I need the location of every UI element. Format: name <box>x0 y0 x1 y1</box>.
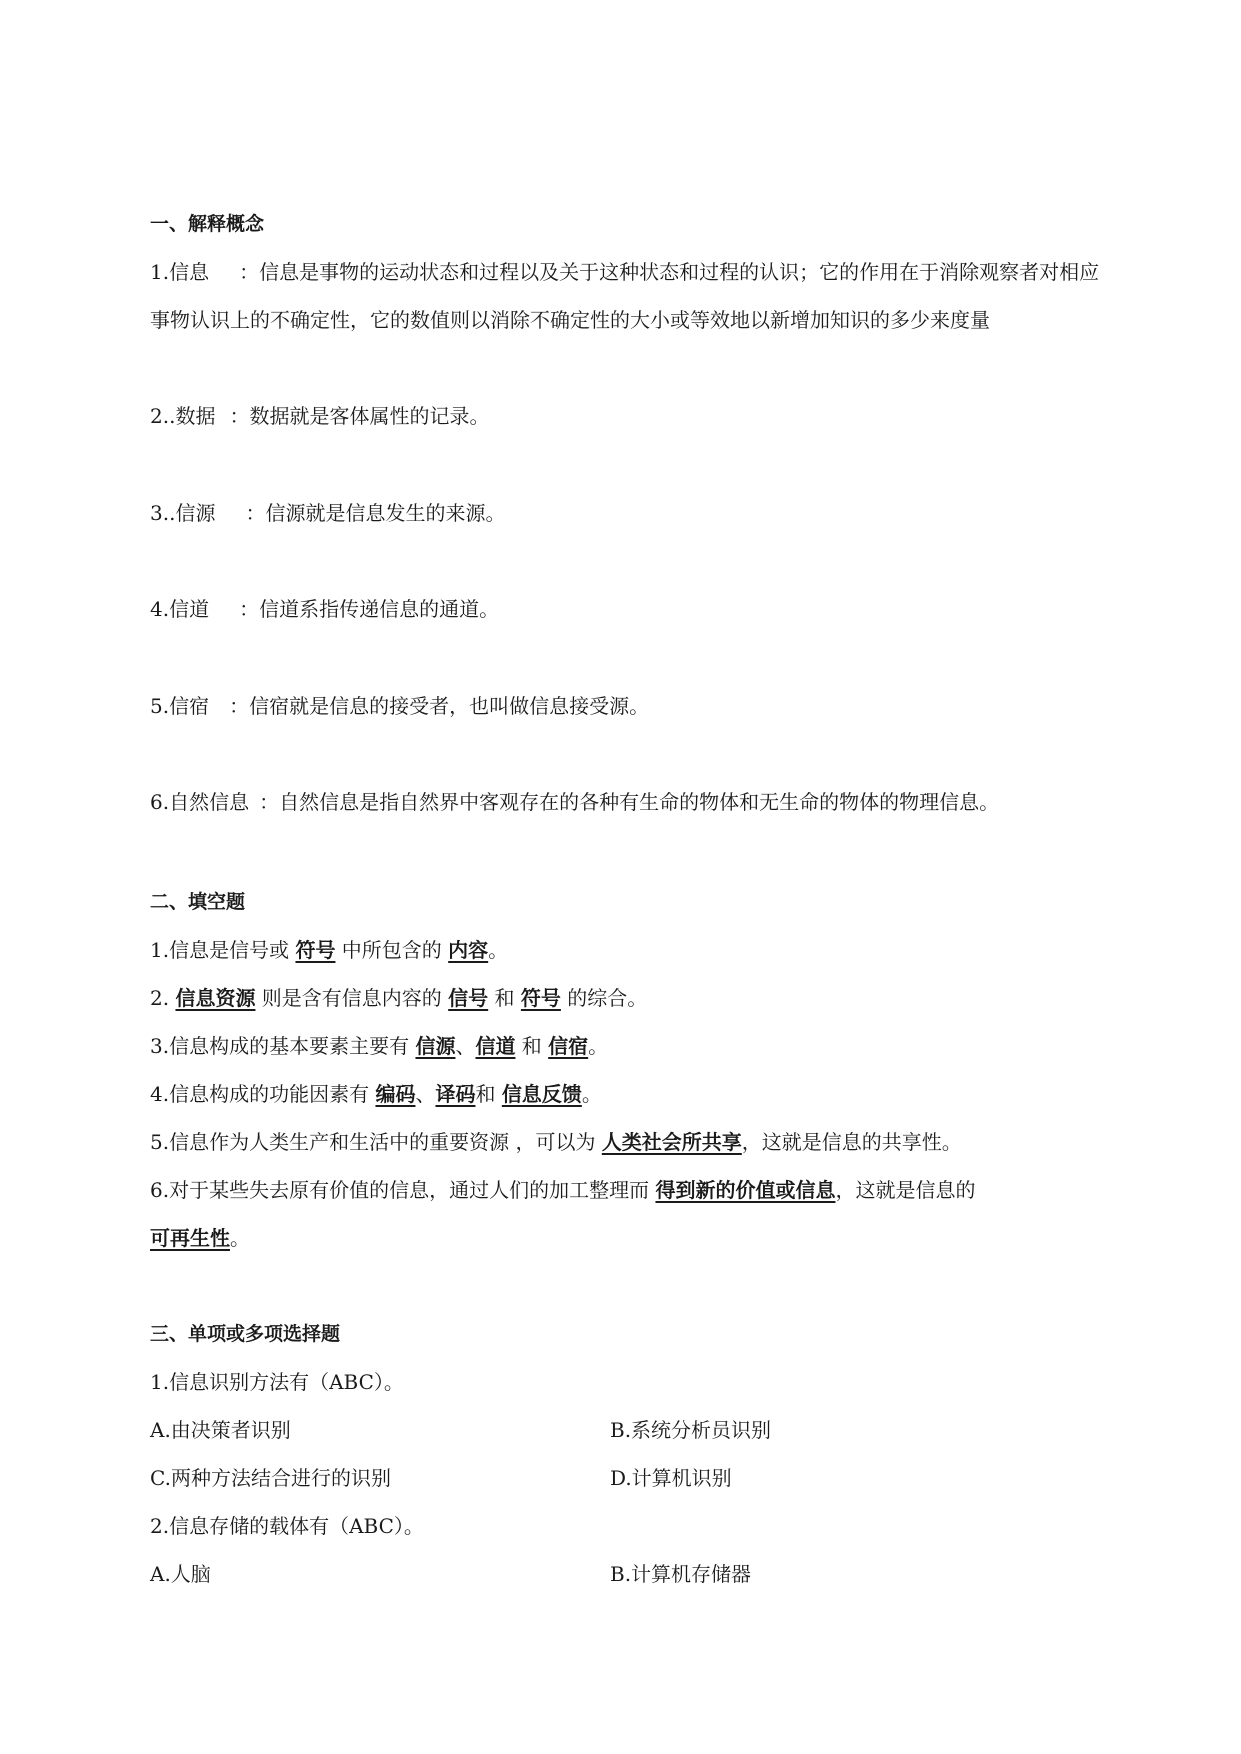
question-text: 。 <box>581 1082 602 1106</box>
answer: 符号 <box>295 938 336 962</box>
definition-item <box>150 499 505 527</box>
term: 信息 <box>169 260 210 284</box>
question-text: 和 <box>488 986 521 1010</box>
term: 信宿 <box>169 694 210 718</box>
question-text: 则是含有信息内容的 <box>255 986 449 1010</box>
question-text: ，这就是信息的共享性。 <box>741 1130 962 1154</box>
fill-question-continuation <box>150 1224 250 1252</box>
definition-item <box>150 788 999 816</box>
answer: 人类社会所共享 <box>601 1130 742 1154</box>
definition-text: 信道系指传递信息的通道。 <box>259 597 500 621</box>
fill-question <box>150 1128 962 1156</box>
question-text: 1.信息是信号或 <box>150 938 296 962</box>
section-title: 二、填空题 <box>150 891 246 913</box>
fill-question <box>150 1080 602 1108</box>
definition-item <box>150 402 489 430</box>
item-number: 6. <box>150 790 170 814</box>
option-c: C.两种方法结合进行的识别 <box>150 1466 391 1490</box>
answer: 信宿 <box>548 1034 589 1058</box>
answer: 符号 <box>520 986 561 1010</box>
term: 信源 <box>175 501 216 525</box>
definition-item <box>150 595 499 623</box>
answer: 信源 <box>415 1034 456 1058</box>
answer: 信息资源 <box>175 986 256 1010</box>
definition-text: 信源就是信息发生的来源。 <box>265 501 506 525</box>
option-b: B.系统分析员识别 <box>610 1418 772 1442</box>
definition-text: 信宿就是信息的接受者，也叫做信息接受源。 <box>249 694 650 718</box>
fill-question <box>150 984 647 1012</box>
definition-item <box>150 258 1099 286</box>
item-number: 4. <box>150 597 170 621</box>
question-text: 、 <box>455 1034 476 1058</box>
term: 自然信息 <box>169 790 250 814</box>
option-a: A.由决策者识别 <box>150 1418 291 1442</box>
separator: ： <box>239 260 260 284</box>
fill-question <box>150 1032 608 1060</box>
section-title: 一、解释概念 <box>150 213 265 235</box>
term: 信道 <box>169 597 210 621</box>
option-d: D.计算机识别 <box>610 1466 732 1490</box>
definition-text: 自然信息是指自然界中客观存在的各种有生命的物体和无生命的物体的物理信息。 <box>279 790 1000 814</box>
term: 数据 <box>175 404 216 428</box>
section-title: 三、单项或多项选择题 <box>150 1323 341 1345</box>
fill-question <box>150 936 508 964</box>
question-text: 、 <box>415 1082 436 1106</box>
question-text: 的综合。 <box>560 986 648 1010</box>
answer: 信号 <box>448 986 489 1010</box>
definition-item <box>150 692 649 720</box>
item-number: 3.. <box>150 501 176 525</box>
definition-continuation: 事物认识上的不确定性，它的数值则以消除不确定性的大小或等效地以新增加知识的多少来度量 <box>150 308 990 332</box>
item-number: 1. <box>150 260 170 284</box>
question-text: 5.信息作为人类生产和生活中的重要资源 ，可以为 <box>150 1130 602 1154</box>
question-text: 和 <box>475 1082 502 1106</box>
option-b: B.计算机存储器 <box>610 1562 752 1586</box>
question-text: 3.信息构成的基本要素主要有 <box>150 1034 416 1058</box>
answer: 得到新的价值或信息 <box>655 1178 836 1202</box>
question-text: 。 <box>230 1226 250 1250</box>
separator: ： <box>259 790 280 814</box>
question-text: 。 <box>588 1034 609 1058</box>
item-number: 5. <box>150 694 170 718</box>
definition-text: 信息是事物的运动状态和过程以及关于这种状态和过程的认识；它的作用在于消除观察者对相应 <box>259 260 1100 284</box>
definition-text: 数据就是客体属性的记录。 <box>249 404 490 428</box>
answer: 编码 <box>375 1082 416 1106</box>
question-text: 6.对于某些失去原有价值的信息，通过人们的加工整理而 <box>150 1178 656 1202</box>
question-text: 4.信息构成的功能因素有 <box>150 1082 376 1106</box>
question-text: 中所包含的 <box>335 938 449 962</box>
answer: 内容 <box>448 938 489 962</box>
separator: ： <box>229 694 250 718</box>
question-text: 和 <box>515 1034 549 1058</box>
question-text: ，这就是信息的 <box>835 1178 976 1202</box>
question-text: 。 <box>488 938 509 962</box>
answer: 信息反馈 <box>501 1082 582 1106</box>
answer: 译码 <box>435 1082 476 1106</box>
separator: ： <box>239 597 260 621</box>
choice-question-stem: 2.信息存储的载体有（ABC）。 <box>150 1514 424 1538</box>
fill-question <box>150 1176 975 1204</box>
question-text: 2. <box>150 986 176 1010</box>
option-a: A.人脑 <box>150 1562 211 1586</box>
separator: ： <box>245 501 266 525</box>
item-number: 2.. <box>150 404 176 428</box>
answer: 可再生性 <box>150 1226 230 1250</box>
choice-row <box>150 1560 850 1588</box>
separator: ： <box>229 404 250 428</box>
choice-row <box>150 1464 850 1492</box>
answer: 信道 <box>475 1034 516 1058</box>
choice-question-stem: 1.信息识别方法有（ABC）。 <box>150 1370 404 1394</box>
choice-row <box>150 1416 850 1444</box>
